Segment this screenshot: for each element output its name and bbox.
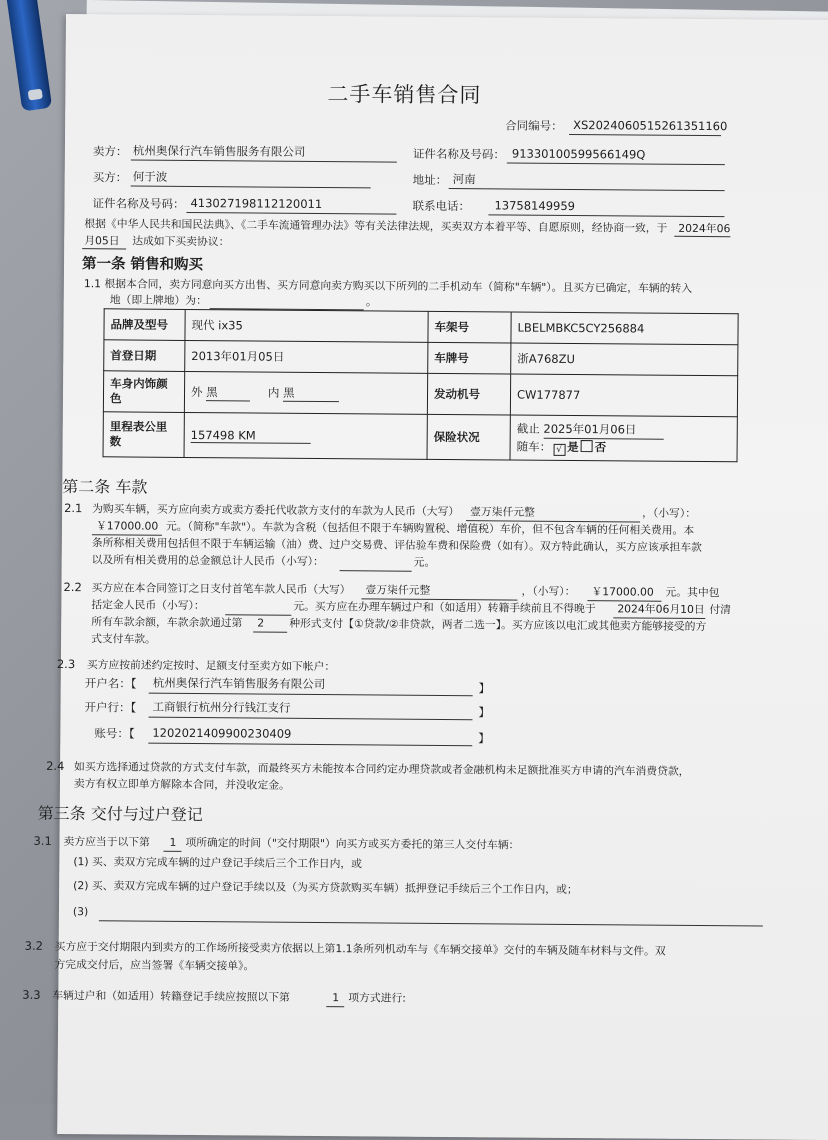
account-name: 杭州奥保行汽车销售服务有限公司 (152, 675, 326, 692)
clause-2-2-date: 2024年06月10日 (617, 602, 705, 617)
color-label (103, 371, 184, 413)
clause-2-1-l3: 条所称相关费用包括但不限于车辆运输（油）费、过户交易费、评估验车费和保险费（如有）。双方特此确认，买方应该承担车款 (91, 536, 702, 555)
clause-3-2-l1: 买方应于交付期限内到卖方的工作场所接受卖方依据以上第1.1条所列机动车与《车辆交接单》交付的车辆及随车材料与文件。双 (54, 939, 666, 958)
account-bank-underline (148, 703, 472, 721)
clause-2-1-l4a: 以及所有相关费用的总金额总计人民币（小写）： (91, 553, 324, 569)
clause-2-1-amount-cn-underline (466, 506, 640, 522)
preamble-date-b: 月05日 (84, 234, 120, 248)
account-bank-label: 开户行：【 (84, 700, 137, 715)
seller-label: 卖方： (92, 144, 128, 159)
yes-label: 是 (567, 439, 579, 454)
clause-3-3-item: 1 (332, 991, 340, 1005)
clause-3-1-no: 3.1 (33, 833, 52, 848)
clause-3-1-l1b: 项所确定的时间（"交付期限"）向买方或买方委托的第三人交付车辆： (185, 835, 520, 852)
phone-label: 联系电话： (412, 198, 471, 214)
clause-2-2-way: 2 (257, 616, 265, 630)
insurance-cell (510, 415, 737, 462)
deposit-underline (225, 600, 291, 616)
account-no-label: 账号：【 (94, 726, 135, 741)
section-3-title: 第三条 交付与过户登记 (37, 803, 203, 825)
contract-page (22, 14, 828, 1140)
buyer-label: 买方： (92, 170, 128, 185)
section-1-title: 第一条 销售和购买 (81, 256, 204, 274)
clause-3-3-b: 项方式进行: (348, 991, 406, 1005)
clause-2-2-amount-underline (587, 586, 661, 602)
clause-2-2-amount-cn: 壹万柒仟元整 (365, 583, 431, 597)
seller-id-label: 证件名称及号码： (412, 146, 505, 162)
buyer-underline (131, 169, 371, 189)
clause-2-2-amount-cn-underline (361, 584, 517, 600)
clause-2-1-amount-underline (92, 520, 162, 536)
clause-3-3-no: 3.3 (22, 987, 41, 1002)
clause-2-4-l2: 卖方有权立即单方解除本合同，并没收定金。 (73, 777, 290, 792)
seller-underline (131, 143, 397, 163)
clause-2-1-no: 2.1 (64, 501, 83, 516)
color-cell (184, 371, 427, 414)
clause-3-2-no: 3.2 (24, 938, 44, 953)
clause-2-1-l1b: ，（小写）： (642, 506, 697, 520)
clause-2-1-l1a: 为购买车辆，买方应向卖方或卖方委托代收款方支付的车款为人民币（大写） (92, 502, 460, 519)
insurance-date: 2025年01月06日 (543, 420, 663, 439)
buyer-id-underline (186, 195, 396, 215)
inner-color-label: 内 (267, 385, 280, 400)
clause-2-2-l3a: 所有车款余额，车款余款通过第 (91, 615, 243, 630)
clause-2-1-l2b: 元。（简称"车款"）。车款为含税（包括但不限于车辆购置税、增值税）车价，但不包含车辆的任何相关费用。本 (165, 519, 695, 537)
mileage-value: 157498 KM (191, 427, 311, 443)
clause-2-2-l1a: 买方应在本合同签订之日支付首笔车款人民币（大写） (91, 581, 351, 597)
clause-3-3-a: 车辆过户和（如适用）转籍登记手续应按照以下第 (52, 988, 290, 1004)
account-no: 1202021409900230409 (152, 725, 292, 741)
seller-name: 杭州奥保行汽车销售服务有限公司 (132, 143, 306, 159)
clause-2-2-date-underline (613, 603, 705, 619)
phone-value: 13758149959 (494, 198, 576, 214)
address-label: 地址： (412, 172, 448, 187)
clause-2-1-l2a: ￥17000.00 (95, 519, 159, 533)
option-3: (3) (72, 905, 89, 919)
clause-1-1-text-b: 地（即上牌地）为： (109, 293, 207, 308)
contract-no: XS2024060515261351160 (573, 117, 728, 134)
mileage-label-a: 里程表公里 (109, 419, 168, 434)
reg-date-value: 2013年01月05日 (185, 340, 428, 373)
contract-title: 二手车销售合同 (327, 82, 482, 108)
seller-id-underline (507, 148, 725, 165)
buyer-id: 413027198112120011 (190, 195, 323, 212)
clause-2-2-l1c: 元。其中包 (665, 585, 720, 600)
register-place-underline (210, 294, 364, 310)
insurance-label: 保险状况 (427, 414, 510, 460)
mileage-cell (184, 412, 427, 459)
clause-2-4-no: 2.4 (46, 758, 65, 774)
clause-3-1-item: 1 (169, 835, 177, 849)
insurance-until: 截止 (516, 421, 540, 436)
no-checkbox (581, 440, 593, 452)
outer-color-label: 外 (190, 384, 203, 399)
buyer-id-label: 证件名称及号码： (92, 196, 185, 211)
clause-2-2-l3b: 种形式支付【①贷款/②非贷款，两者二选一】。买方应该以电汇或其他卖方能够接受的方 (289, 616, 707, 634)
clause-2-1-total-underline (340, 556, 412, 572)
follow-label: 随车： (516, 439, 552, 454)
preamble-date-underline (674, 222, 730, 237)
clause-2-2-no: 2.2 (63, 579, 82, 595)
clause-2-4-l1: 如买方选择通过贷款的方式支付车款，而最终买方未能按本合同约定办理贷款或者金融机构未足额批准买方申请的汽车消费贷款， (74, 760, 690, 778)
no-label: 否 (594, 439, 607, 454)
vin-label: 车架号 (428, 311, 511, 343)
clause-3-1-l1a: 卖方应当于以下第 (63, 835, 150, 849)
plate-value: 浙A768ZU (511, 343, 738, 376)
contract-no-label: 合同编号： (505, 118, 563, 133)
account-no-close: 】 (478, 731, 490, 746)
clause-2-2-l2a: 括定金人民币（小写）： (91, 598, 205, 613)
color-label-b: 色 (109, 391, 122, 406)
account-name-close: 】 (478, 681, 491, 696)
clause-2-3-l1: 买方应按前述约定按时、足额支付至卖方如下帐户： (86, 658, 336, 674)
inner-color-value: 黑 (283, 384, 339, 401)
clause-2-2-l2c: 付清 (709, 603, 731, 617)
brand-label: 品牌及型号 (104, 309, 185, 341)
preamble-end: 达成如下买卖协议： (132, 234, 230, 249)
clause-3-2-l2: 方完成交付后，应当签署《车辆交接单》。 (54, 957, 255, 973)
clause-2-2-l1b: ，（小写）： (521, 584, 576, 599)
outer-color-value: 黑 (206, 384, 250, 401)
option-3-underline (99, 906, 763, 926)
seller-id: 91330100599566149Q (511, 146, 646, 162)
yes-checkbox: √ (553, 443, 565, 455)
clause-2-2-way-underline (253, 617, 287, 632)
reg-date-label: 首登日期 (104, 340, 185, 372)
clause-1-1-end: 。 (365, 294, 378, 309)
mileage-label-b: 数 (109, 434, 122, 449)
clause-3-3-item-underline (326, 992, 344, 1007)
clause-3-1-item-underline (163, 837, 181, 852)
account-bank: 工商银行杭州分行钱江支行 (152, 699, 291, 715)
clause-2-3-no: 2.3 (56, 656, 76, 672)
account-name-label: 开户名：【 (84, 676, 137, 691)
buyer-name: 何于波 (132, 169, 168, 184)
clause-2-1-amount-cn: 壹万柒仟元整 (470, 505, 535, 519)
clause-2-2-amount: ￥17000.00 (591, 585, 654, 599)
address-underline (449, 174, 725, 191)
preamble-text: 根据《中华人民共和国民法典》、《二手车流通管理办法》等有关法律法规，买卖双方本着平等、自愿原则，经协商一致，于 (84, 217, 668, 235)
clause-2-1-l4b: 元。 (413, 555, 436, 569)
clause-2-2-l4: 式支付车款。 (91, 632, 156, 646)
mileage-label (103, 412, 184, 458)
clause-1-1-text: 1.1 根据本合同，卖方同意向买方出售、买方同意向卖方购买以下所列的二手机动车（简称"车辆"）。且买方已确定，车辆的转入 (83, 277, 693, 295)
account-name-underline (149, 679, 473, 697)
account-no-underline (148, 729, 472, 747)
phone-underline (488, 200, 724, 217)
plate-label: 车牌号 (428, 342, 511, 374)
contract-no-underline (569, 120, 721, 136)
engine-label: 发动机号 (427, 373, 510, 415)
section-2-title: 第二条 车款 (62, 476, 148, 497)
account-bank-close: 】 (478, 705, 491, 720)
preamble-date-a: 2024年06 (678, 221, 731, 236)
preamble-date-b-underline (82, 234, 126, 249)
address-value: 河南 (452, 172, 476, 187)
color-label-a: 车身内饰颜 (110, 376, 168, 391)
vin-value: LBELMBKC5CY256884 (511, 312, 738, 345)
vehicle-info-table (103, 308, 739, 462)
clause-2-2-l2b: 元。买方应在办理车辆过户和（如适用）转籍手续前且不得晚于 (293, 599, 596, 616)
brand-value: 现代 ix35 (185, 309, 428, 342)
engine-value: CW177877 (510, 374, 737, 417)
option-1: (1) 买、卖双方完成车辆的过户登记手续后三个工作日内，或 (73, 855, 363, 871)
option-2: (2) 买、卖双方完成车辆的过户登记手续以及（为买方贷款购买车辆）抵押登记手续后三个工作日内，或； (73, 879, 578, 897)
